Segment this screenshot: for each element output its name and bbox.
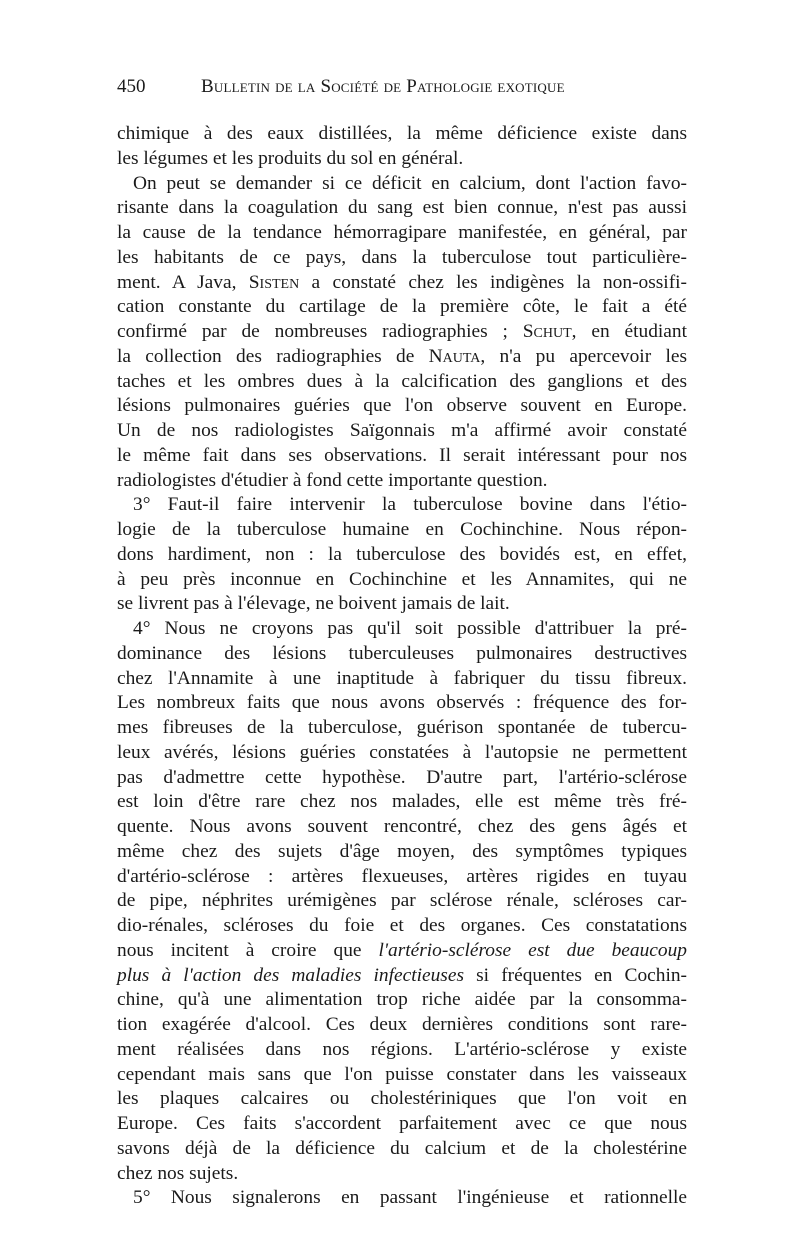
text-line — [117, 939, 687, 964]
text-line — [117, 518, 687, 543]
text-line — [117, 592, 687, 617]
line-text: a constaté chez les indigènes la non-ossifi- — [299, 271, 687, 293]
line-text: d'artério-sclérose : artères flexueuses, artères rigides en tuyau — [117, 865, 687, 887]
line-text: On peut se demander si ce déficit en calcium, dont l'action favo- — [133, 172, 687, 194]
text-line — [117, 1087, 687, 1112]
line-text: savons déjà de la déficience du calcium et de la cholestérine — [117, 1137, 687, 1159]
line-text: risante dans la coagulation du sang est bien connue, n'est pas aussi — [117, 197, 687, 219]
emphasis-text: l'artério-sclérose est due beaucoup — [378, 939, 687, 961]
line-text: tion exagérée d'alcool. Ces deux dernières conditions sont rare- — [117, 1014, 687, 1035]
line-text: est loin d'être rare chez nos malades, elle est même très fré- — [117, 791, 687, 813]
line-text: dio-rénales, scléroses du foie et des organes. Ces constatations — [117, 915, 687, 936]
text-line — [117, 1162, 687, 1187]
text-line — [117, 790, 687, 815]
text-line — [117, 1186, 687, 1211]
text-line — [117, 370, 687, 395]
line-text: les habitants de ce pays, dans la tuberculose tout particulière- — [117, 246, 687, 268]
line-text: Un de nos radiologistes Saïgonnais m'a affirmé avoir constaté — [117, 420, 687, 441]
text-line — [117, 271, 687, 296]
line-text: chine, qu'à une alimentation trop riche aidée par la consomma- — [117, 989, 687, 1011]
line-text: de pipe, néphrites urémigènes par sclérose rénale, scléroses car- — [117, 890, 687, 912]
author-name: Nauta — [428, 345, 481, 367]
text-line — [117, 295, 687, 320]
line-text: Europe. Ces faits s'accordent parfaitement avec ce que nous — [117, 1113, 687, 1134]
text-line — [117, 741, 687, 766]
line-text: même chez des sujets d'âge moyen, des symptômes typiques — [117, 840, 687, 862]
line-text: , n'a pu apercevoir les — [480, 345, 687, 367]
line-text: chez nos sujets. — [117, 1162, 239, 1184]
text-line — [117, 196, 687, 221]
line-text: la cause de la tendance hémorragipare manifestée, en général, par — [117, 222, 687, 243]
line-text: nous incitent à croire que — [117, 939, 379, 961]
text-line — [117, 493, 687, 518]
text-line — [117, 147, 687, 172]
line-text: le même fait dans ses observations. Il serait intéressant pour nos — [117, 444, 687, 466]
line-text: quente. Nous avons souvent rencontré, chez des gens âgés et — [117, 816, 687, 837]
text-line — [117, 865, 687, 890]
text-line — [117, 1112, 687, 1137]
text-line — [117, 1063, 687, 1088]
line-text: , en étudiant — [571, 321, 687, 342]
text-line — [117, 691, 687, 716]
line-text: pas d'admettre cette hypothèse. D'autre part, l'artério-sclérose — [117, 766, 687, 788]
text-line — [117, 419, 687, 444]
page-number: 450 — [117, 76, 146, 97]
journal-title: Bulletin de la Société de Pathologie exotique — [201, 76, 565, 97]
text-line — [117, 122, 687, 147]
line-text: radiologistes d'étudier à fond cette importante question. — [117, 469, 548, 491]
text-line — [117, 221, 687, 246]
text-line — [117, 469, 687, 494]
text-line — [117, 172, 687, 197]
text-line — [117, 815, 687, 840]
line-text: cation constante du cartilage de la première côte, le fait a été — [117, 296, 687, 318]
line-text: la collection des radiographies de — [117, 345, 429, 367]
text-line — [117, 568, 687, 593]
author-name: Schut — [522, 321, 572, 342]
line-text: lésions pulmonaires guéries que l'on observe souvent en Europe. — [117, 395, 687, 417]
text-line — [117, 914, 687, 939]
author-name: Sisten — [248, 271, 300, 293]
article-body — [117, 122, 687, 1211]
text-line — [117, 964, 687, 989]
emphasis-text: plus à l'action des maladies infectieuses — [117, 964, 464, 986]
line-text: chimique à des eaux distillées, la même déficience existe dans — [117, 123, 687, 144]
line-text: les plaques calcaires ou cholestériniques que l'on voit en — [117, 1088, 687, 1110]
text-line — [117, 840, 687, 865]
text-line — [117, 667, 687, 692]
line-text: se livrent pas à l'élevage, ne boivent jamais de lait. — [117, 593, 510, 615]
line-text: les légumes et les produits du sol en général. — [117, 147, 464, 169]
line-text: ment. A Java, — [117, 271, 249, 293]
line-text: 3° Faut-il faire intervenir la tuberculose bovine dans l'étio- — [133, 494, 687, 516]
line-text: logie de la tuberculose humaine en Cochinchine. Nous répon- — [117, 519, 687, 540]
line-text: confirmé par de nombreuses radiographies ; — [117, 321, 523, 342]
line-text: 5° Nous signalerons en passant l'ingénieuse et rationnelle — [133, 1187, 687, 1209]
line-text: taches et les ombres dues à la calcification des ganglions et des — [117, 370, 687, 392]
text-line — [117, 444, 687, 469]
running-header — [117, 76, 687, 98]
text-line — [117, 988, 687, 1013]
line-text: ment réalisées dans nos régions. L'artério-sclérose y existe — [117, 1038, 687, 1060]
text-line — [117, 716, 687, 741]
line-text: Les nombreux faits que nous avons observés : fréquence des for- — [117, 692, 687, 714]
line-text: dons hardiment, non : la tuberculose des bovidés est, en effet, — [117, 543, 687, 565]
line-text: à peu près inconnue en Cochinchine et les Annamites, qui ne — [117, 568, 687, 590]
line-text: mes fibreuses de la tuberculose, guérison spontanée de tubercu- — [117, 717, 687, 738]
text-line — [117, 1038, 687, 1063]
text-line — [117, 642, 687, 667]
line-text: chez l'Annamite à une inaptitude à fabriquer du tissu fibreux. — [117, 667, 687, 689]
text-line — [117, 1137, 687, 1162]
text-line — [117, 246, 687, 271]
line-text: dominance des lésions tuberculeuses pulmonaires destructives — [117, 642, 687, 664]
text-line — [117, 617, 687, 642]
line-text: 4° Nous ne croyons pas qu'il soit possible d'attribuer la pré- — [133, 618, 687, 639]
text-line — [117, 543, 687, 568]
text-line — [117, 320, 687, 345]
line-text: cependant mais sans que l'on puisse constater dans les vaisseaux — [117, 1063, 687, 1085]
line-text: leux avérés, lésions guéries constatées à l'autopsie ne permettent — [117, 741, 687, 763]
text-line — [117, 394, 687, 419]
text-line — [117, 1013, 687, 1038]
text-line — [117, 766, 687, 791]
text-line — [117, 889, 687, 914]
line-text: si fréquentes en Cochin- — [464, 964, 687, 986]
text-line — [117, 345, 687, 370]
